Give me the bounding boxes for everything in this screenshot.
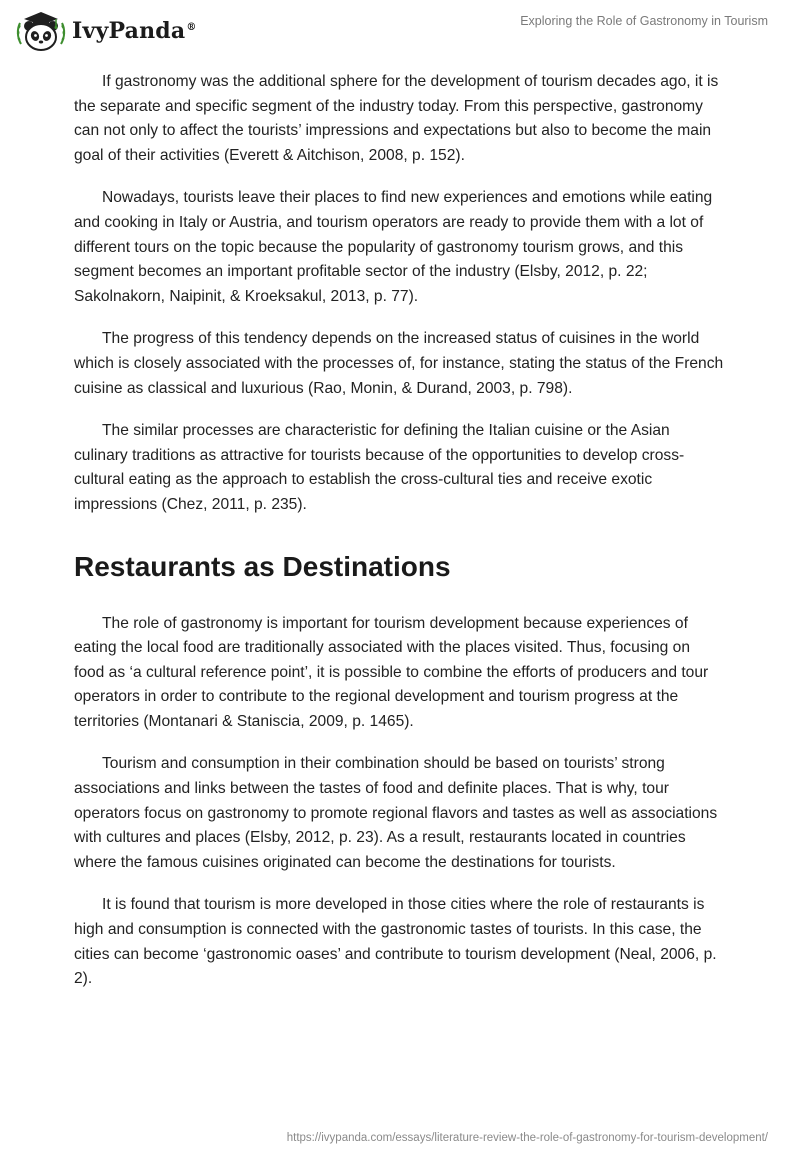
paragraph: It is found that tourism is more developed in those cities where the role of restaurants is high and consumption is connected with the gastronomic tastes of tourists. In this case, the cities can become ‘gastronomic oases’ and contribute to tourism development (Neal, 2006, p. 2).: [74, 896, 717, 988]
brand-logo[interactable]: [14, 9, 197, 53]
section-heading: Restaurants as Destinations: [74, 550, 451, 582]
paragraph: Tourism and consumption in their combination should be based on tourists’ strong associations and links between the tastes of food and definite places. That is why, tour operators focus on gastronomy to promote regional flavors and tastes as well as associations with cultures and places (Elsby, 2012, p. 23). As a result, restaurants located in countries where the famous cuisines originated can become the destinations for tourists.: [74, 755, 718, 871]
paragraph: The progress of this tendency depends on the increased status of cuisines in the world which is closely associated with the processes of, for instance, stating the status of the French cuisine as classical and luxurious (Rao, Monin, & Durand, 2003, p. 798).: [74, 330, 724, 397]
page-header: [0, 0, 800, 62]
registered-mark: ®: [186, 21, 197, 33]
paragraph: Nowadays, tourists leave their places to find new experiences and emotions while eating and cooking in Italy or Austria, and tourism operators are ready to provide them with a lot of different tours on the topic because the popularity of gastronomy tourism grows, and this segment becomes an important profitable sector of the industry (Elsby, 2012, p. 22; Sakolnakorn, Naipinit, & Kroeksakul, 2013, p. 77).: [74, 189, 713, 305]
document-title: Exploring the Role of Gastronomy in Tourism: [520, 14, 768, 28]
paragraph: The role of gastronomy is important for tourism development because experiences of eating the local food are traditionally associated with the places visited. Thus, focusing on food as ‘a cultural reference point’, it is possible to combine the efforts of producers and tour operators in order to contribute to the regional development and tourism progress at the territories (Montanari & Staniscia, 2009, p. 1465).: [74, 614, 709, 730]
essay-content: [74, 70, 724, 1010]
brand-name-text: IvyPanda: [72, 18, 186, 44]
brand-name: [72, 18, 197, 44]
paragraph: The similar processes are characteristic for defining the Italian cuisine or the Asian culinary traditions as attractive for tourists because of the opportunities to develop cross-cultural eating as the approach to establish the cross-cultural ties and receive exotic impressions (Chez, 2011, p. 235).: [74, 422, 685, 513]
paragraph: If gastronomy was the additional sphere for the development of tourism decades ago, it is the separate and specific segment of the industry today. From this perspective, gastronomy can not only to affect the tourists’ impressions and expectations but also to become the main goal of their activities (Everett & Aitchison, 2008, p. 152).: [74, 73, 719, 164]
panda-graduate-logo-icon: [14, 9, 68, 53]
source-url[interactable]: https://ivypanda.com/essays/literature-review-the-role-of-gastronomy-for-tourism-development/: [286, 1132, 768, 1144]
